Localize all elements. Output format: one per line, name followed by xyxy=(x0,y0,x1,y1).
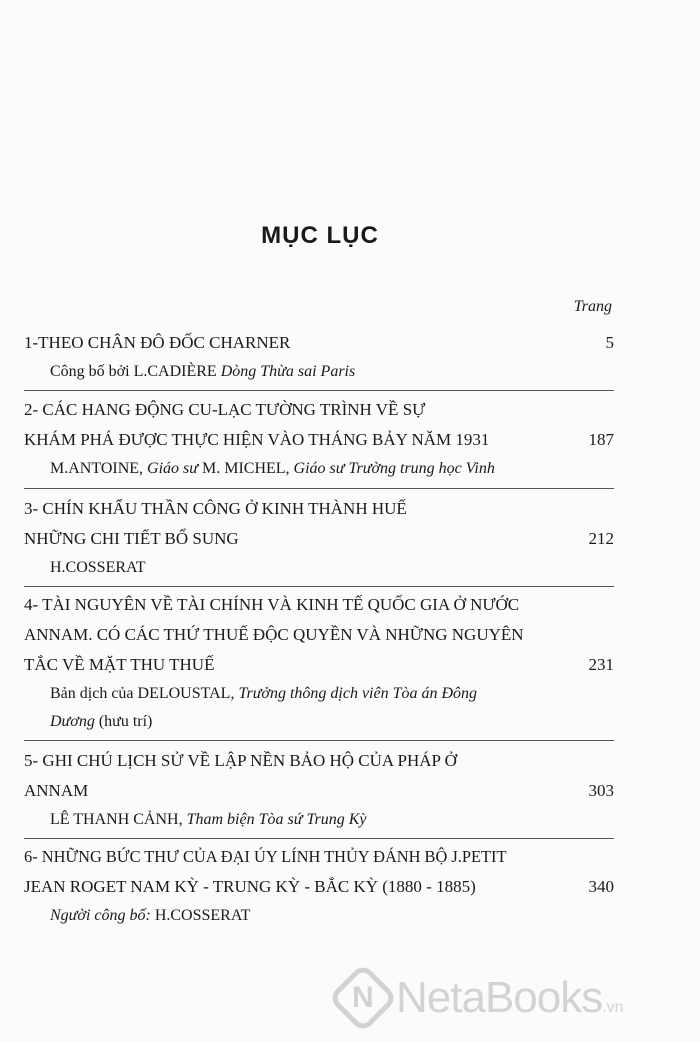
toc-entry-author-cont xyxy=(50,708,614,736)
toc-entry-5[interactable] xyxy=(24,746,614,834)
toc-entry-title: 1-THEO CHÂN ĐÔ ĐỐC CHARNER xyxy=(24,333,291,352)
toc-line xyxy=(24,494,614,524)
toc-entry-author xyxy=(50,680,614,708)
author-name: H.COSSERAT xyxy=(50,559,146,576)
author-affiliation: Giáo sư Trường trung học Vinh xyxy=(293,460,495,477)
toc-entry-title: 5- GHI CHÚ LỊCH SỬ VỀ LẬP NỀN BẢO HỘ CỦA PHÁP Ở xyxy=(24,751,457,770)
author-affiliation: Trưởng thông dịch viên Tòa án Đông xyxy=(238,685,478,702)
divider xyxy=(24,586,614,587)
toc-entry-author xyxy=(50,902,614,930)
toc-entry-title: NHỮNG CHI TIẾT BỔ SUNG xyxy=(24,529,239,548)
toc-entry-author xyxy=(50,554,614,582)
page-column-label: Trang xyxy=(573,298,612,315)
toc-entry-3[interactable] xyxy=(24,494,614,582)
toc-entry-title: 6- NHỮNG BỨC THƯ CỦA ĐẠI ÚY LÍNH THỦY ĐÁNH BỘ J.PETIT xyxy=(24,847,507,866)
divider xyxy=(24,838,614,839)
toc-page-number: 340 xyxy=(588,877,614,896)
toc-entry-2[interactable] xyxy=(24,395,614,483)
author-affiliation: Giáo sư xyxy=(147,460,202,477)
toc-line xyxy=(24,395,614,425)
toc-page-number: 303 xyxy=(588,781,614,800)
brand-name: NetaBooks.vn xyxy=(396,973,624,1022)
author-affiliation: Tham biện Tòa sứ Trung Kỳ xyxy=(186,811,367,828)
divider xyxy=(24,740,614,741)
toc-entry-author xyxy=(50,806,614,834)
author-name: H.COSSERAT xyxy=(154,907,251,924)
toc-page-number: 212 xyxy=(588,529,614,548)
toc-page-number: 231 xyxy=(588,655,614,674)
author-affiliation: Dòng Thừa sai Paris xyxy=(220,363,356,380)
toc-line xyxy=(24,650,614,680)
author-note: (hưu trí) xyxy=(98,713,153,730)
author-name: M. MICHEL, xyxy=(201,460,294,477)
toc-line xyxy=(24,590,614,620)
author-role: Người công bố: xyxy=(50,907,155,924)
toc-page-number: 5 xyxy=(605,333,614,352)
toc-entry-title: KHÁM PHÁ ĐƯỢC THỰC HIỆN VÀO THÁNG BẢY NĂM 1931 xyxy=(24,430,490,449)
toc-entry-title: TẮC VỀ MẶT THU THUẾ xyxy=(24,655,215,674)
brand-logo-icon: N xyxy=(328,963,399,1034)
author-affiliation: Dương xyxy=(50,713,99,730)
toc-line xyxy=(24,842,614,872)
toc-entry-title: 4- TÀI NGUYÊN VỀ TÀI CHÍNH VÀ KINH TẾ QUỐC GIA Ở NƯỚC xyxy=(24,595,520,614)
toc-entry-title: 2- CÁC HANG ĐỘNG CU-LẠC TƯỜNG TRÌNH VỀ SỰ xyxy=(24,400,426,419)
author-name: Bản dịch của DELOUSTAL, xyxy=(50,685,239,702)
toc-line xyxy=(24,776,614,806)
watermark xyxy=(338,968,688,1028)
toc-line xyxy=(24,872,614,902)
author-name: M.ANTOINE, xyxy=(50,460,148,477)
divider xyxy=(24,390,614,391)
toc-line xyxy=(24,328,614,358)
toc-entry-title: JEAN ROGET NAM KỲ - TRUNG KỲ - BẮC KỲ (1880 - 1885) xyxy=(24,877,476,896)
divider xyxy=(24,488,614,489)
toc-line xyxy=(24,620,614,650)
toc-line xyxy=(24,524,614,554)
toc-entry-title: ANNAM xyxy=(24,781,89,800)
toc-line xyxy=(24,425,614,455)
toc-entry-author xyxy=(50,455,614,483)
toc-page-number: 187 xyxy=(588,430,614,449)
author-name: Công bố bởi L.CADIÈRE xyxy=(50,363,221,380)
toc-entry-author xyxy=(50,358,614,386)
toc-entry-6[interactable] xyxy=(24,842,614,930)
toc-entry-title: ANNAM. CÓ CÁC THỨ THUẾ ĐỘC QUYỀN VÀ NHỮNG NGUYÊN xyxy=(24,625,524,644)
toc-entry-title: 3- CHÍN KHẨU THẦN CÔNG Ở KINH THÀNH HUẾ xyxy=(24,499,407,518)
toc-entry-1[interactable] xyxy=(24,328,614,386)
author-name: LÊ THANH CẢNH, xyxy=(50,811,187,828)
toc-entry-4[interactable] xyxy=(24,590,614,736)
toc-line xyxy=(24,746,614,776)
page-title: MỤC LỤC xyxy=(261,222,379,249)
